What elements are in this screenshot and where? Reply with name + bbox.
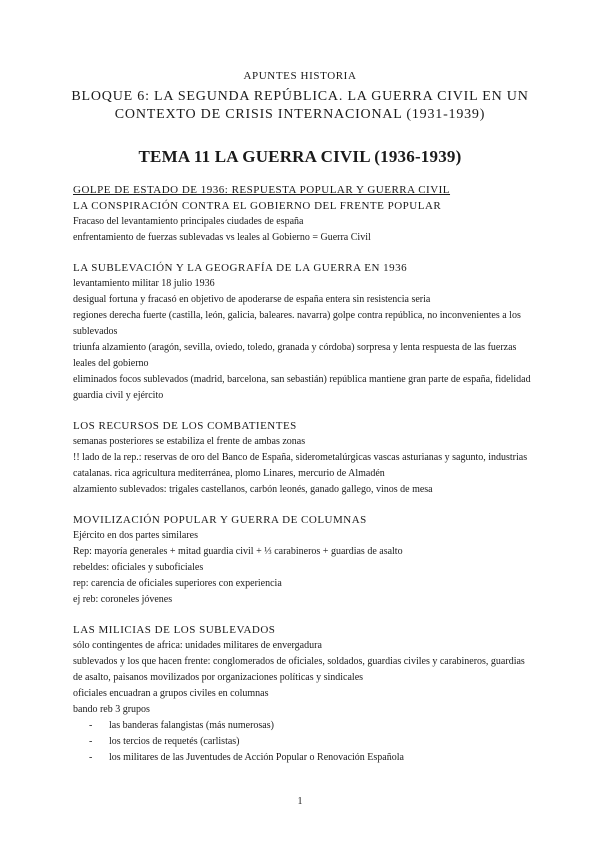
spacer (73, 498, 533, 512)
section-heading-golpe: GOLPE DE ESTADO DE 1936: RESPUESTA POPULAR Y GUERRA CIVIL (73, 184, 451, 196)
note-line: ej reb: coroneles jóvenes (73, 594, 173, 605)
list-item: - las banderas falangistas (más numerosas) (89, 718, 533, 734)
block-title-line-1: BLOQUE 6: LA SEGUNDA REPÚBLICA. LA GUERRA CIVIL EN UN (71, 89, 529, 104)
note-line: !! lado de la rep.: reservas de oro del Banco de España, siderometalúrgicas vascas asturianas y sagunto, industrias catalanas. rica agricultura mediterránea, plomo Linares, mercurio de Almadén (73, 452, 528, 479)
section-heading-movilizacion: MOVILIZACIÓN POPULAR Y GUERRA DE COLUMNAS (73, 514, 367, 526)
note-line: desigual fortuna y fracasó en objetivo de apoderarse de españa entera sin resistencia seria (73, 294, 431, 305)
spacer (73, 404, 533, 418)
section-heading-milicias: LAS MILICIAS DE LOS SUBLEVADOS (73, 624, 276, 636)
note-line: Rep: mayoría generales + mitad guardia civil + ⅓ carabineros + guardias de asalto (73, 546, 403, 557)
note-line: Ejército en dos partes similares (73, 530, 198, 541)
note-line: rep: carencia de oficiales superiores con experiencia (73, 578, 282, 589)
header-kicker: APUNTES HISTORIA (243, 70, 357, 82)
note-line: rebeldes: oficiales y suboficiales (73, 562, 204, 573)
note-line: regiones derecha fuerte (castilla, león, galicia, baleares. navarra) golpe contra república, no inconvenientes a los sublevados (73, 310, 521, 337)
note-line: alzamiento sublevados: trigales castellanos, carbón leonés, ganado gallego, vinos de mesa (73, 484, 433, 495)
note-line: sólo contingentes de africa: unidades militares de envergadura (73, 640, 322, 651)
note-line: oficiales encuadran a grupos civiles en columnas (73, 688, 269, 699)
note-line: Fracaso del levantamiento principales ciudades de españa (73, 216, 304, 227)
list-item: - los militares de las Juventudes de Acción Popular o Renovación Española (89, 750, 533, 766)
bullet-list (73, 718, 533, 766)
page-number: 1 (297, 796, 303, 807)
note-line: eliminados focos sublevados (madrid, barcelona, san sebastián) república mantiene gran parte de españa, fidelidad guardia civil y ejército (73, 374, 531, 401)
section-heading-sublevacion: LA SUBLEVACIÓN Y LA GEOGRAFÍA DE LA GUERRA EN 1936 (73, 262, 408, 274)
note-line: triunfa alzamiento (aragón, sevilla, oviedo, toledo, granada y córdoba) sorpresa y lenta respuesta de las fuerzas leales del gobierno (73, 342, 517, 369)
note-line: sublevados y los que hacen frente: conglomerados de oficiales, soldados, guardias civiles y carabineros, guardias de asalto, paisanos movilizados por organizaciones políticas y sindicales (73, 656, 525, 683)
note-line: semanas posteriores se estabiliza el frente de ambas zonas (73, 436, 306, 447)
notes-body (73, 182, 533, 766)
block-title-line-2: CONTEXTO DE CRISIS INTERNACIONAL (1931-1939) (114, 107, 486, 122)
spacer (73, 608, 533, 622)
list-item: - los tercios de requetés (carlistas) (89, 734, 533, 750)
section-heading-conspiracion: LA CONSPIRACIÓN CONTRA EL GOBIERNO DEL FRENTE POPULAR (73, 200, 442, 212)
note-line: levantamiento militar 18 julio 1936 (73, 278, 215, 289)
note-line: enfrentamiento de fuerzas sublevadas vs leales al Gobierno = Guerra Civil (73, 232, 371, 243)
spacer (73, 246, 533, 260)
note-line: bando reb 3 grupos (73, 704, 150, 715)
tema-title: TEMA 11 LA GUERRA CIVIL (1936-1939) (138, 147, 462, 166)
block-title (0, 88, 600, 124)
section-heading-recursos: LOS RECURSOS DE LOS COMBATIENTES (73, 420, 297, 432)
